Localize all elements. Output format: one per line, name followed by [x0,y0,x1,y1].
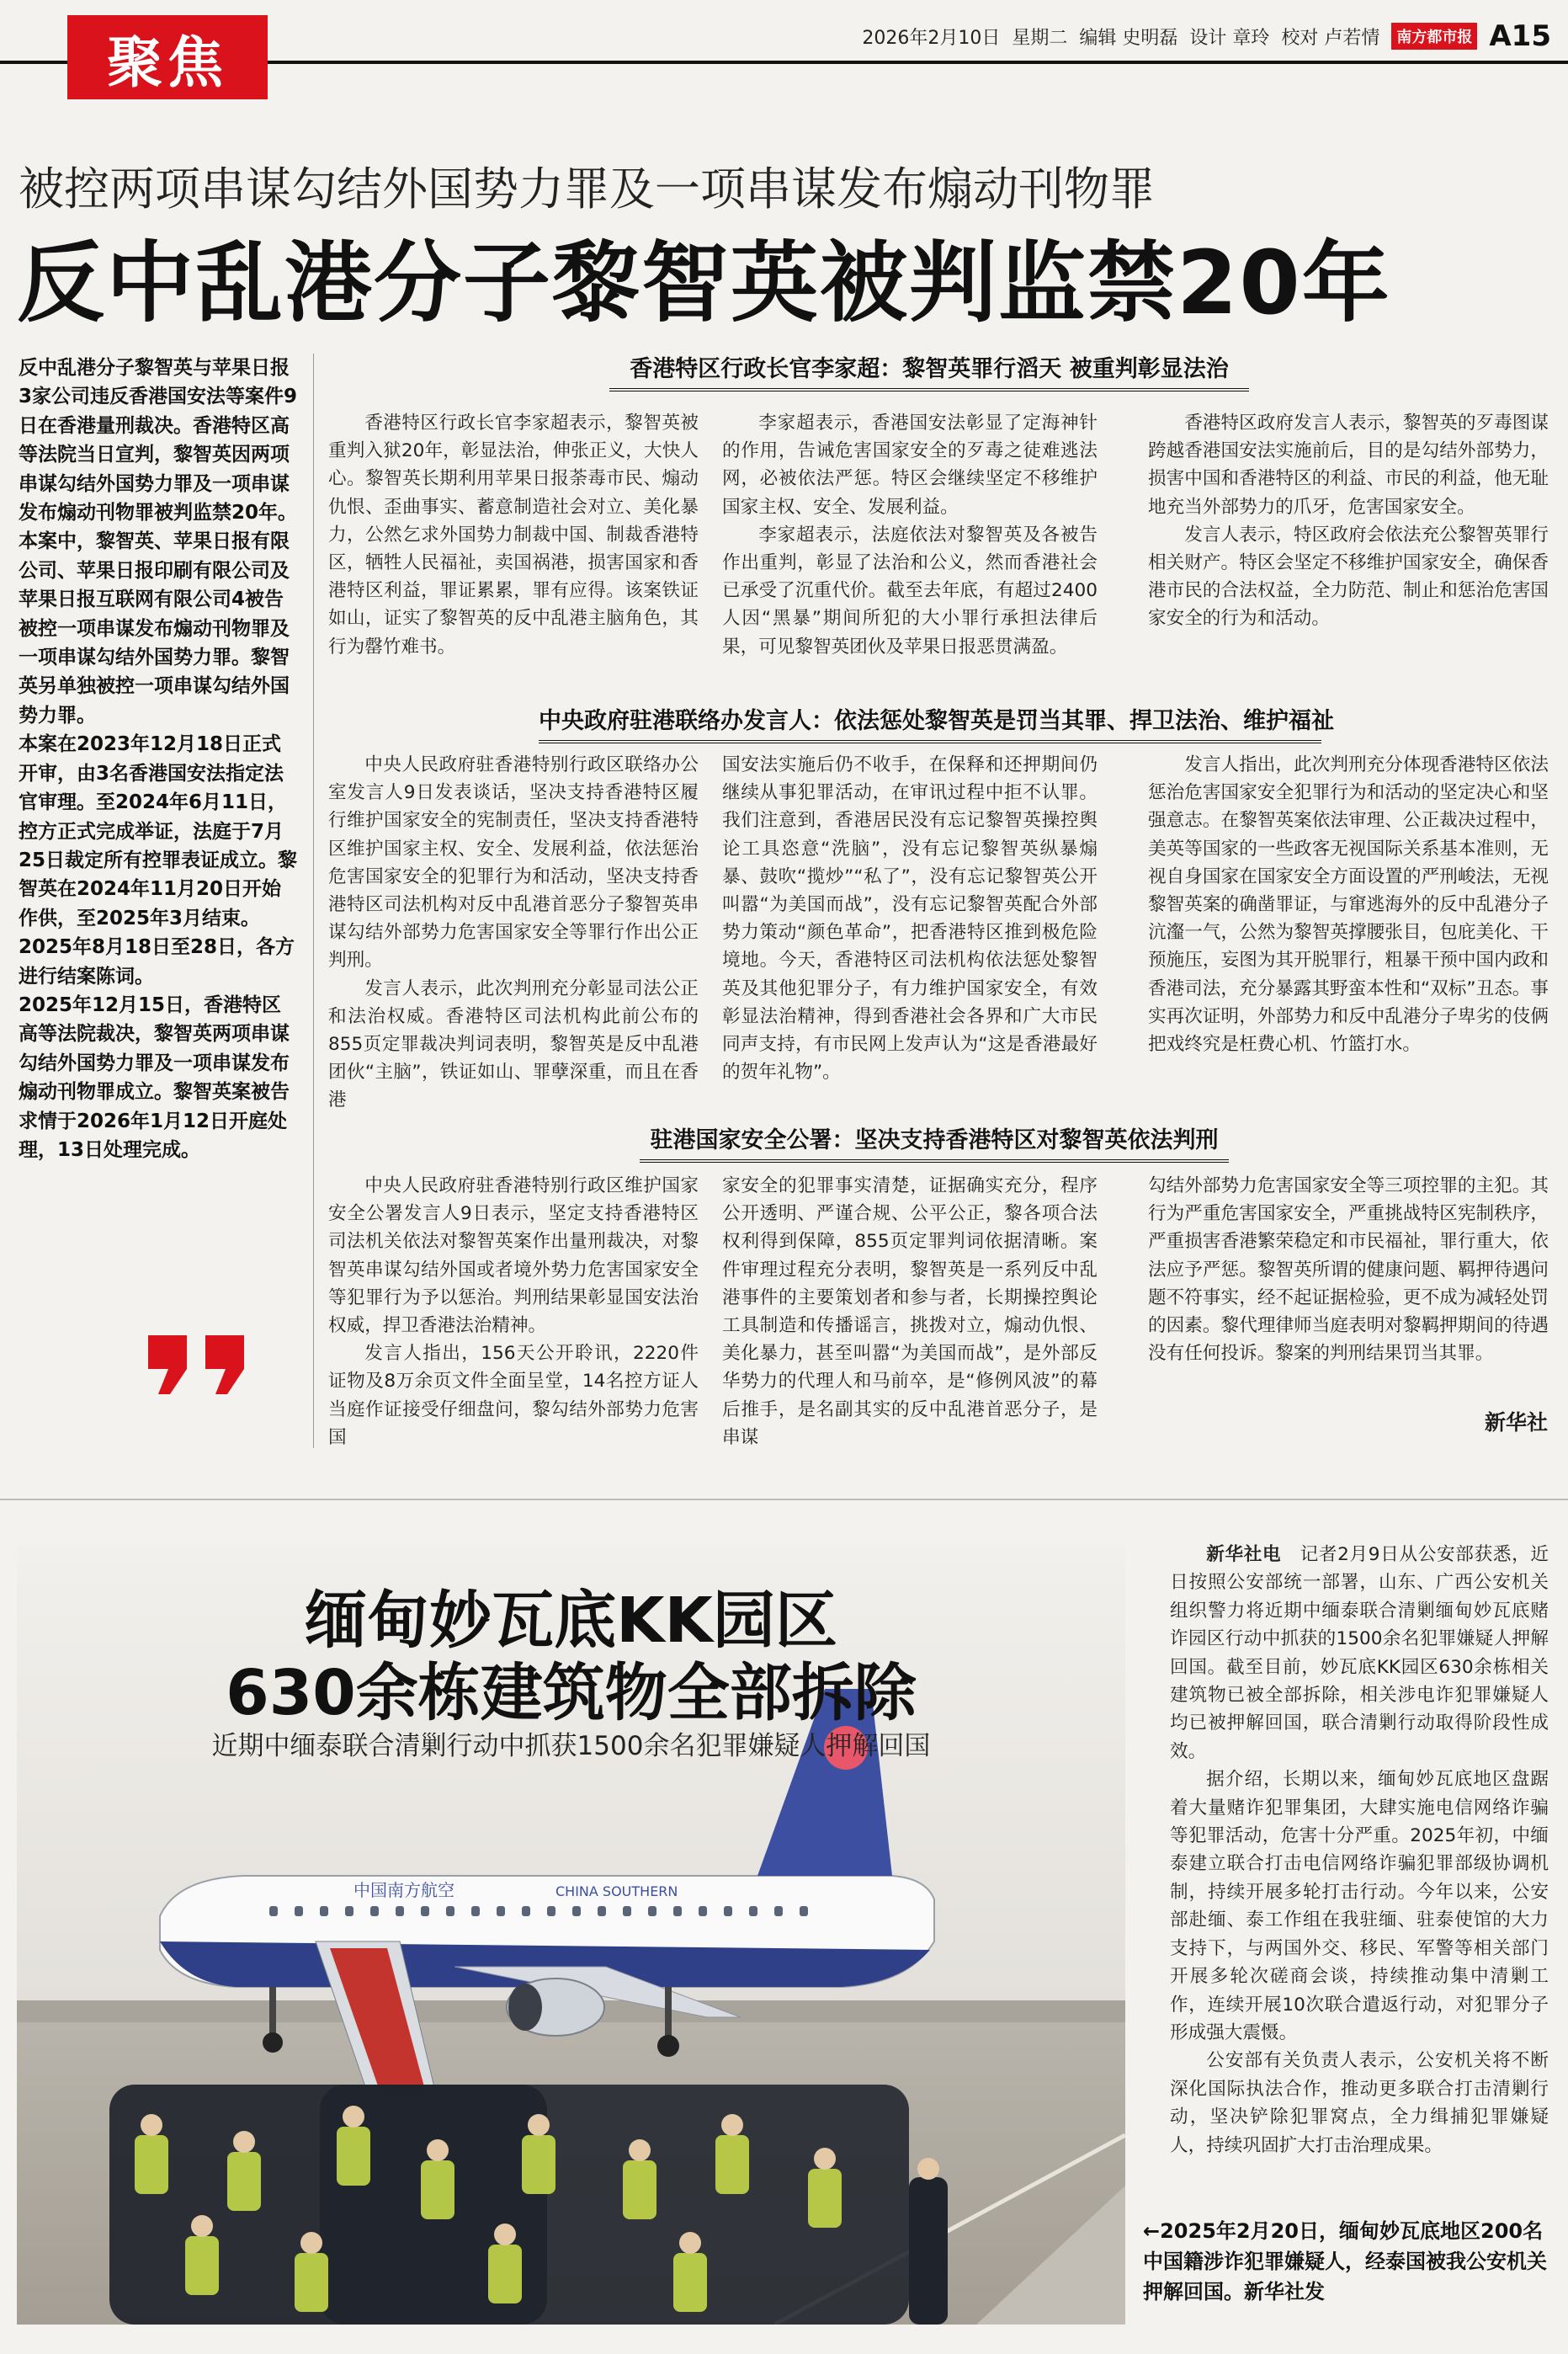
photo-caption: ←2025年2月20日，缅甸妙瓦底地区200名中国籍涉诈犯罪嫌疑人，经泰国被我公安机关押解回国。新华社发 [1143,2219,1547,2303]
section3-col1 [328,1172,699,1451]
section3-col2 [722,1172,1098,1451]
livery-text-en: CHINA SOUTHERN [555,1883,678,1899]
quote-mark-icon [141,1330,259,1398]
livery-text-cn: 中国南方航空 [353,1880,454,1900]
paragraph: 国安法实施后仍不收手，在保释和还押期间仍继续从事犯罪活动，在审讯过程中拒不认罪。我们注意到，香港居民没有忘记黎智英操控舆论工具恣意“洗脑”，没有忘记黎智英纵暴煽暴、鼓吹“揽炒”“私了”，没有忘记黎智英公开叫嚣“为美国而战”，没有忘记黎智英配合外部势力策动“颜色革命”，把香港特区推到极危险境地。今天，香港特区司法机构依法惩处黎智英及其他犯罪分子，有力维护国家安全，有效彰显法治精神，得到香港社会各界和广大市民同声支持，有市民网上发声认为“这是香港最好的贺年礼物”。 [722,754,1098,1084]
page-number: A15 [1489,19,1551,53]
section-label: 聚焦 [67,15,268,99]
story-separator [0,1499,1568,1500]
photo-story-body [1170,1541,1549,2160]
paragraph: 香港特区行政长官李家超表示，黎智英被重判入狱20年，彰显法治，伸张正义，大快人心。黎智英长期利用苹果日报荼毒市民、煽动仇恨、歪曲事实、蓄意制造社会对立、美化暴力，公然乞求外国势力制裁中国、制裁香港特区，牺牲人民福祉，卖国祸港，损害国家和香港特区利益，罪证累累，罪有应得。该案铁证如山，证实了黎智英的反中乱港主脑角色，其行为罄竹难书。 [328,413,699,658]
lead-paragraph: 本案在2023年12月18日正式开审，由3名香港国安法指定法官审理。至2024年6月11日，控方正式完成举证，法庭于7月25日裁定所有控罪表证成立。黎智英在2024年11月20日开始作供，至2025年3月结束。2025年8月18日至28日，各方进行结案陈词。 [19,733,298,988]
section1-col3 [1148,409,1549,633]
brand-logo: 南方都市报 [1391,23,1477,50]
lead-paragraph: 本案中，黎智英、苹果日报有限公司、苹果日报印刷有限公司及苹果日报互联网有限公司4被告被控一项串谋发布煽动刊物罪及一项串谋勾结外国势力罪。黎智英另单独被控一项串谋勾结外国势力罪。 [19,530,290,727]
section2-col3 [1148,751,1549,1058]
photo-story-title-line1: 缅甸妙瓦底KK园区 [305,1584,837,1657]
article-headline: 反中乱港分子黎智英被判监禁20年 [17,232,1391,334]
lead-column [19,354,298,1164]
paragraph: 发言人表示，特区政府会依法充公黎智英罪行相关财产。特区会坚定不移维护国家安全，确保香港市民的合法权益，全力防范、制止和惩治危害国家安全的行为和活动。 [1148,524,1549,630]
article-kicker: 被控两项串谋勾结外国势力罪及一项串谋发布煽动刊物罪 [19,162,1155,216]
issue-weekday: 星期二 [1012,27,1068,49]
photo-story-title-line2: 630余栋建筑物全部拆除 [226,1657,917,1729]
editor-credit: 编辑 史明磊 [1079,27,1178,49]
section3-col3 [1148,1172,1549,1367]
section2-col2 [722,751,1098,1086]
paragraph-text: 记者2月9日从公安部获悉，近日按照公安部统一部署，山东、广西公安机关组织警力将近期中缅泰联合清剿缅甸妙瓦底赌诈园区行动中抓获的1500余名犯罪嫌疑人押解回国。截至目前，妙瓦底KK园区630余栋相关建筑物已被全部拆除，相关涉电诈犯罪嫌疑人均已被押解回国，联合清剿行动取得阶段性成效。 [1170,1544,1549,1762]
section1-subhead: 香港特区行政长官李家超：黎智英罪行滔天 被重判彰显法治 [609,350,1249,391]
page-meta [862,17,1551,56]
paragraph [1170,1541,1549,1766]
paragraph: 发言人指出，156天公开聆讯，2220件证物及8万余页文件全面呈堂，14名控方证人当庭作证接受仔细盘问，黎勾结外部势力危害国 [328,1343,699,1448]
paragraph: 李家超表示，法庭依法对黎智英及各被告作出重判，彰显了法治和公义，然而香港社会已承受了沉重代价。截至去年底，有超过2400人因“黑暴”期间所犯的大小罪行承担法律后果，可见黎智英团伙及苹果日报恶贯满盈。 [722,524,1098,658]
dateline: 新华社电 [1206,1544,1282,1565]
paragraph: 据介绍，长期以来，缅甸妙瓦底地区盘踞着大量赌诈犯罪集团，大肆实施电信网络诈骗等犯罪活动，危害十分严重。2025年初，中缅泰建立联合打击电信网络诈骗犯罪部级协调机制，持续开展多轮打击行动。今年以来，公安部赴缅、泰工作组在我驻缅、驻泰使馆的大力支持下，与两国外交、移民、军警等相关部门开展多轮次磋商会谈，持续推动集中清剿工作，连续开展10次联合遣返行动，对犯罪分子形成强大震慑。 [1170,1769,1549,2043]
paragraph: 香港特区政府发言人表示，黎智英的歹毒图谋跨越香港国安法实施前后，目的是勾结外部势力，损害中国和香港特区的利益、市民的利益，他无耻地充当外部势力的爪牙，危害国家安全。 [1148,413,1549,518]
lead-paragraph: 反中乱港分子黎智英与苹果日报3家公司违反香港国安法等案件9日在香港量刑裁决。香港特区高等法院当日宣判，黎智英因两项串谋勾结外国势力罪及一项串谋发布煽动刊物罪被判监禁20年。 [19,357,298,525]
section1-col1 [328,409,699,661]
article-byline: 新华社 [1484,1410,1548,1435]
paragraph: 中央人民政府驻香港特别行政区联络办公室发言人9日发表谈话，坚决支持香港特区履行维护国家安全的宪制责任，坚决支持香港特区维护国家主权、安全、发展利益，依法惩治危害国家安全的犯罪行为和活动，坚决支持香港特区司法机构对反中乱港首恶分子黎智英串谋勾结外部势力危害国家安全等罪行作出公正判刑。 [328,754,699,972]
photo-story-subtitle: 近期中缅泰联合清剿行动中抓获1500余名犯罪嫌疑人押解回国 [211,1731,931,1761]
paragraph: 李家超表示，香港国安法彰显了定海神针的作用，告诫危害国家安全的歹毒之徒难逃法网，必被依法严惩。特区会继续坚定不移维护国家主权、安全、发展利益。 [722,413,1098,518]
paragraph: 发言人表示，此次判刑充分彰显司法公正和法治权威。香港特区司法机构此前公布的855页定罪裁决判词表明，黎智英是反中乱港团伙“主脑”，铁证如山、罪孽深重，而且在香港 [328,977,699,1111]
lead-paragraph: 2025年12月15日，香港特区高等法院裁决，黎智英两项串谋勾结外国势力罪及一项串谋发布煽动刊物罪成立。黎智英案被告求情于2026年1月12日开庭处理，13日处理完成。 [19,993,290,1161]
paragraph: 公安部有关负责人表示，公安机关将不断深化国际执法合作，推动更多联合打击清剿行动，坚决铲除犯罪窝点，全力缉捕犯罪嫌疑人，持续巩固扩大打击治理成果。 [1170,2050,1549,2156]
section1-col2 [722,409,1098,661]
designer-credit: 设计 章玲 [1189,27,1270,49]
paragraph: 发言人指出，此次判刑充分体现香港特区依法惩治危害国家安全犯罪行为和活动的坚定决心和坚强意志。在黎智英案依法审理、公正裁决过程中，美英等国家的一些政客无视国际关系基本准则，无视自身国家在国家安全方面设置的严刑峻法，无视黎智英案的确凿罪证，与窜逃海外的反中乱港分子沆瀣一气，公然为黎智英撑腰张目，包庇美化、干预施压，妄图为其开脱罪行，粗暴干预中国内政和香港司法，充分暴露其野蛮本性和“双标”丑态。事实再次证明，外部势力和反中乱港分子卑劣的伎俩把戏终究是枉费心机、竹篮打水。 [1148,754,1549,1056]
section2-subhead: 中央政府驻港联络办发言人：依法惩处黎智英是罚当其罪、捍卫法治、维护福祉 [539,702,1321,743]
paragraph: 中央人民政府驻香港特别行政区维护国家安全公署发言人9日表示，坚定支持香港特区司法机关依法对黎智英案作出量刑裁决，对黎智英串谋勾结外国或者境外势力危害国家安全等犯罪行为予以惩治。判刑结果彰显国安法治权威，捍卫香港法治精神。 [328,1175,699,1337]
issue-date: 2026年2月10日 [862,27,1001,49]
proof-credit: 校对 卢若情 [1281,27,1380,49]
paragraph: 家安全的犯罪事实清楚，证据确实充分，程序公开透明、严谨合规、公平公正，黎各项合法权利得到保障，855页定罪判词依据清晰。案件审理过程充分表明，黎智英是一系列反中乱港事件的主要策划者和参与者，长期操控舆论工具制造和传播谣言，挑拨对立，煽动仇恨、美化暴力，甚至叫嚣“为美国而战”，是外部反华势力的代理人和马前卒，是“修例风波”的幕后推手，是名副其实的反中乱港首恶分子，是串谋 [722,1175,1098,1448]
section2-col1 [328,751,699,1115]
column-divider [313,354,314,1448]
paragraph: 勾结外部势力危害国家安全等三项控罪的主犯。其行为严重危害国家安全，严重挑战特区宪制秩序，严重损害香港繁荣稳定和市民福祉，罪行重大，依法应予严惩。黎智英所谓的健康问题、羁押待遇问题不符事实，经不起证据检验，更不成为减轻处罚的因素。黎代理律师当庭表明对黎羁押期间的待遇没有任何投诉。黎案的判刑结果罚当其罪。 [1148,1175,1549,1365]
section3-subhead: 驻港国家安全公署：坚决支持香港特区对黎智英依法判刑 [640,1121,1229,1163]
